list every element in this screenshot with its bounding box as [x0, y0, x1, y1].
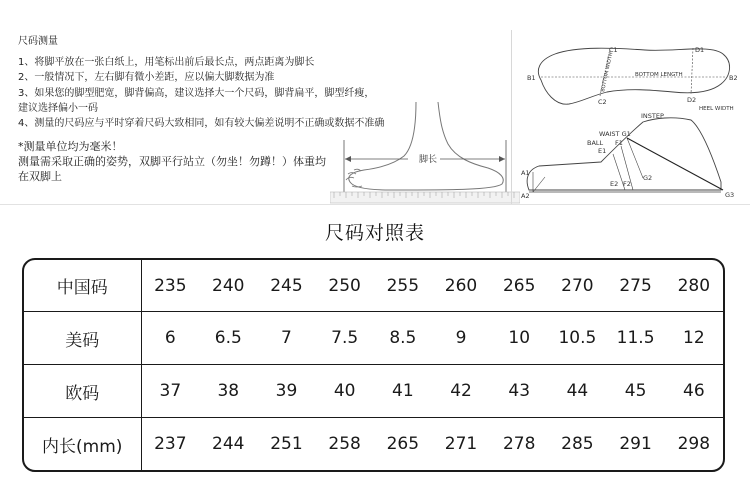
size-cell: 235 — [141, 260, 199, 312]
size-cell: 255 — [374, 260, 432, 312]
size-cell: 244 — [212, 434, 245, 455]
label-waist: WAIST G1 — [599, 130, 631, 138]
size-cell: 237 — [154, 434, 187, 455]
label-d2: D2 — [687, 96, 697, 104]
label-g3: G3 — [725, 191, 735, 199]
row-label: 美码 — [24, 312, 141, 365]
size-cell: 43 — [490, 365, 548, 418]
size-cell: 245 — [257, 260, 315, 312]
size-cell: 275 — [607, 260, 665, 312]
size-cell: 37 — [141, 365, 199, 418]
size-cell: 7 — [257, 312, 315, 365]
label-c2: C2 — [598, 98, 607, 106]
size-cell: 10 — [490, 312, 548, 365]
row-inner-length — [24, 418, 723, 470]
label-b1: B1 — [527, 74, 536, 82]
instruction-line-3b: 建议选择偏小一码 — [18, 102, 98, 114]
row-label: 内长(mm) — [24, 418, 141, 470]
size-cell: 265 — [386, 434, 420, 455]
measurement-title: 尺码测量 — [18, 36, 58, 47]
row-label: 中国码 — [24, 260, 141, 312]
row-label: 欧码 — [24, 365, 141, 418]
size-cell: 7.5 — [316, 312, 374, 365]
size-cell: 40 — [316, 365, 374, 418]
size-cell: 46 — [665, 365, 723, 418]
size-cell: 278 — [502, 434, 536, 455]
label-a2: A2 — [521, 192, 530, 200]
size-cell: 6 — [141, 312, 199, 365]
size-cell: 41 — [374, 365, 432, 418]
section-divider — [511, 30, 512, 205]
size-table-title: 尺码对照表 — [324, 222, 425, 244]
size-cell: 285 — [561, 434, 594, 455]
size-cell: 9 — [432, 312, 490, 365]
size-cell: 12 — [665, 312, 723, 365]
instruction-line-1: 1、将脚平放在一张白纸上，用笔标出前后最长点，两点距离为脚长 — [18, 57, 315, 69]
label-f2: F2 — [623, 180, 631, 188]
size-cell: 39 — [257, 365, 315, 418]
shoe-technical-diagrams — [515, 30, 750, 205]
instruction-line-3: 3、如果您的脚型肥宽，脚背偏高，建议选择大一个尺码，脚背扁平，脚型纤瘦， — [18, 87, 375, 99]
row-us-size — [24, 312, 723, 365]
row-eu-size — [24, 365, 723, 418]
size-cell: 38 — [199, 365, 257, 418]
posture-note-2: 在双脚上 — [18, 170, 62, 184]
row-china-size — [24, 260, 723, 312]
measurement-guide — [0, 0, 750, 205]
label-e1: E1 — [598, 147, 607, 155]
size-cell: 250 — [316, 260, 374, 312]
label-ball: BALL — [587, 139, 604, 147]
size-cell: 8.5 — [374, 312, 432, 365]
size-cell: 44 — [548, 365, 606, 418]
label-bottom-width: BOTTOM WIDTH — [600, 51, 615, 93]
size-cell: 280 — [665, 260, 723, 312]
label-f1: F1 — [615, 139, 623, 147]
size-cell: 11.5 — [607, 312, 665, 365]
size-cell: 45 — [607, 365, 665, 418]
size-cell: 270 — [548, 260, 606, 312]
label-g2: G2 — [643, 174, 653, 182]
label-c1: C1 — [609, 46, 618, 54]
label-b2: B2 — [729, 74, 738, 82]
unit-note: *测量单位均为毫米！ — [18, 140, 123, 154]
size-chart-table — [22, 258, 725, 472]
label-e2: E2 — [610, 180, 619, 188]
size-cell: 298 — [677, 434, 711, 455]
size-cell: 251 — [270, 434, 303, 455]
size-cell: 258 — [328, 434, 361, 455]
size-cell: 240 — [199, 260, 257, 312]
size-cell: 271 — [444, 434, 478, 455]
label-d1: D1 — [695, 46, 705, 54]
size-cell: 291 — [619, 434, 652, 455]
instruction-line-4: 4、测量的尺码应与平时穿着尺码大致相同，如有较大偏差说明不正确或数据不准确 — [18, 118, 385, 130]
label-a1: A1 — [521, 169, 530, 177]
size-cell: 10.5 — [548, 312, 606, 365]
top-divider — [0, 204, 750, 205]
size-cell: 6.5 — [199, 312, 257, 365]
size-cell: 260 — [432, 260, 490, 312]
label-heel-width: HEEL WIDTH — [699, 106, 734, 112]
label-instep: INSTEP — [641, 112, 664, 120]
foot-length-label: 脚长 — [418, 155, 437, 165]
size-cell: 265 — [490, 260, 548, 312]
size-cell: 42 — [432, 365, 490, 418]
posture-note-1: 测量需采取正确的姿势，双脚平行站立（勿坐！勿蹲！）体重均 — [18, 155, 326, 169]
instruction-line-2: 2、一般情况下，左右脚有微小差距，应以偏大脚数据为准 — [18, 72, 275, 84]
foot-length-illustration — [330, 100, 520, 205]
label-bottom-length: BOTTOM LENGTH — [635, 72, 683, 78]
